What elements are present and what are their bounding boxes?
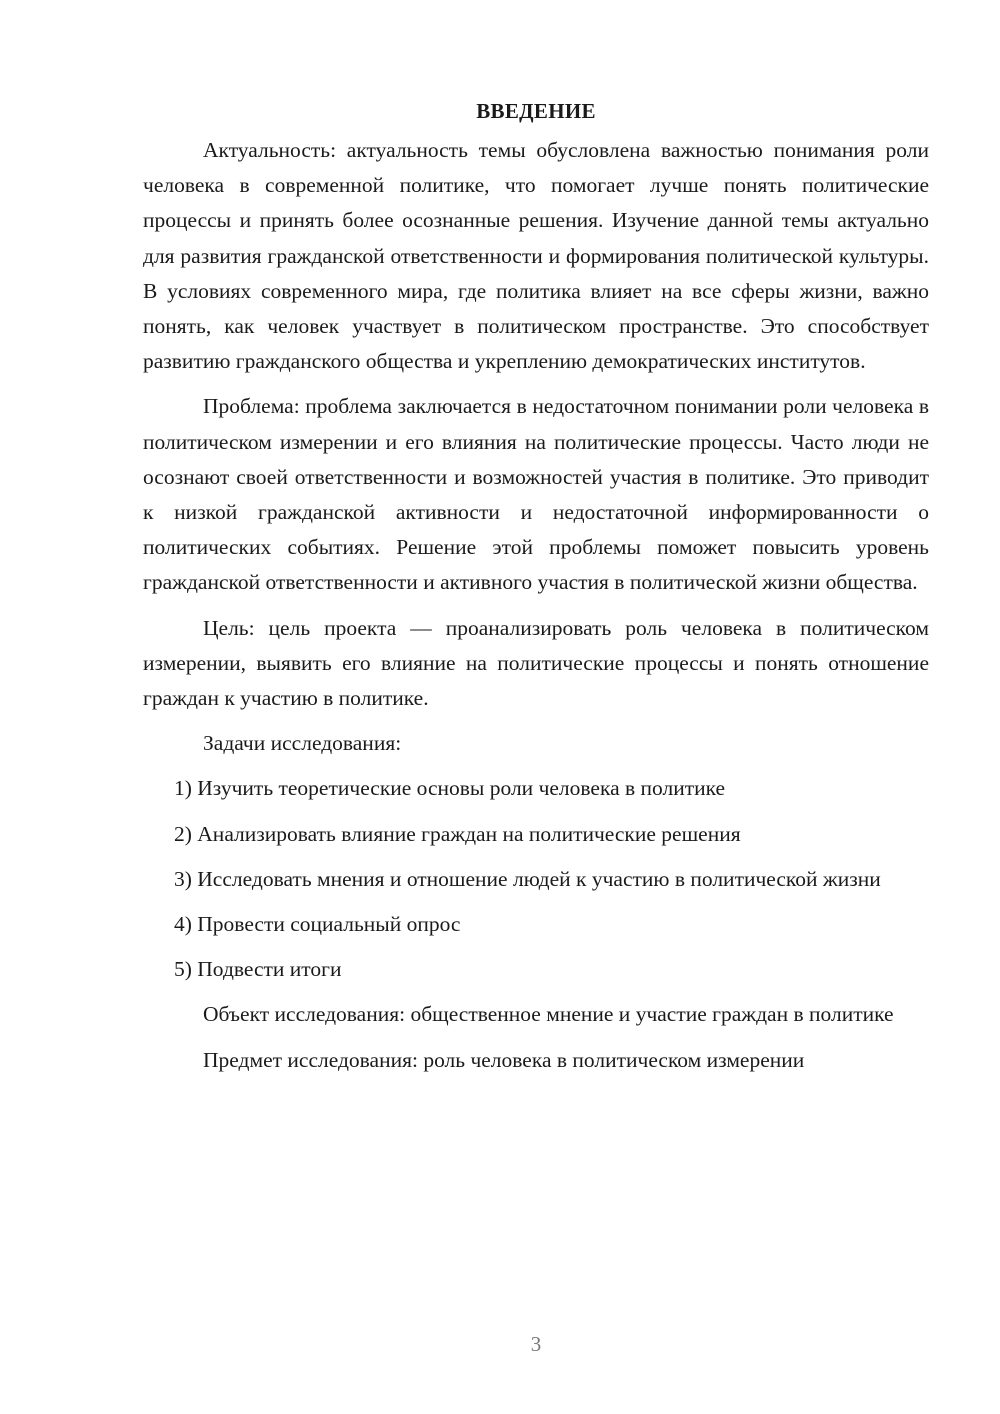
subject-paragraph: Предмет исследования: роль человека в политическом измерении — [203, 1047, 805, 1072]
relevance-paragraph: Актуальность: актуальность темы обусловлена важностью понимания роли человека в современной политике, что помогает лучше понять политические процессы и принять более осознанные решения. Изучение данной темы актуально для развития гражданской ответственности и формирования политической культуры. В условиях современного мира, где политика влияет на все сферы жизни, важно понять, как человек участвует в политическом пространстве. Это способствует развитию гражданского общества и укреплению демократических институтов. — [143, 138, 929, 374]
task-item: 5) Подвести итоги — [174, 957, 342, 982]
tasks-list — [143, 771, 929, 987]
problem-paragraph: Проблема: проблема заключается в недостаточном понимании роли человека в политическом измерении и его влияния на политические процессы. Часто люди не осознают своей ответственности и возможностей участия в политике. Это приводит к низкой гражданской активности и недостаточной информированности о политических событиях. Решение этой проблемы поможет повысить уровень гражданской ответственности и активного участия в политической жизни общества. — [143, 394, 929, 595]
tasks-intro: Задачи исследования: — [203, 731, 402, 756]
task-item: 4) Провести социальный опрос — [174, 912, 461, 937]
task-item: 3) Исследовать мнения и отношение людей к участию в политической жизни — [174, 866, 881, 891]
page-number: 3 — [530, 1332, 542, 1356]
page-content — [143, 97, 929, 1088]
task-item: 1) Изучить теоретические основы роли человека в политике — [174, 776, 726, 801]
section-heading: ВВЕДЕНИЕ — [476, 99, 596, 123]
task-item: 2) Анализировать влияние граждан на политические решения — [174, 821, 741, 846]
goal-paragraph: Цель: цель проекта — проанализировать роль человека в политическом измерении, выявить его влияние на политические процессы и понять отношение граждан к участию в политике. — [143, 615, 929, 711]
object-paragraph: Объект исследования: общественное мнение и участие граждан в политике — [203, 1002, 894, 1027]
